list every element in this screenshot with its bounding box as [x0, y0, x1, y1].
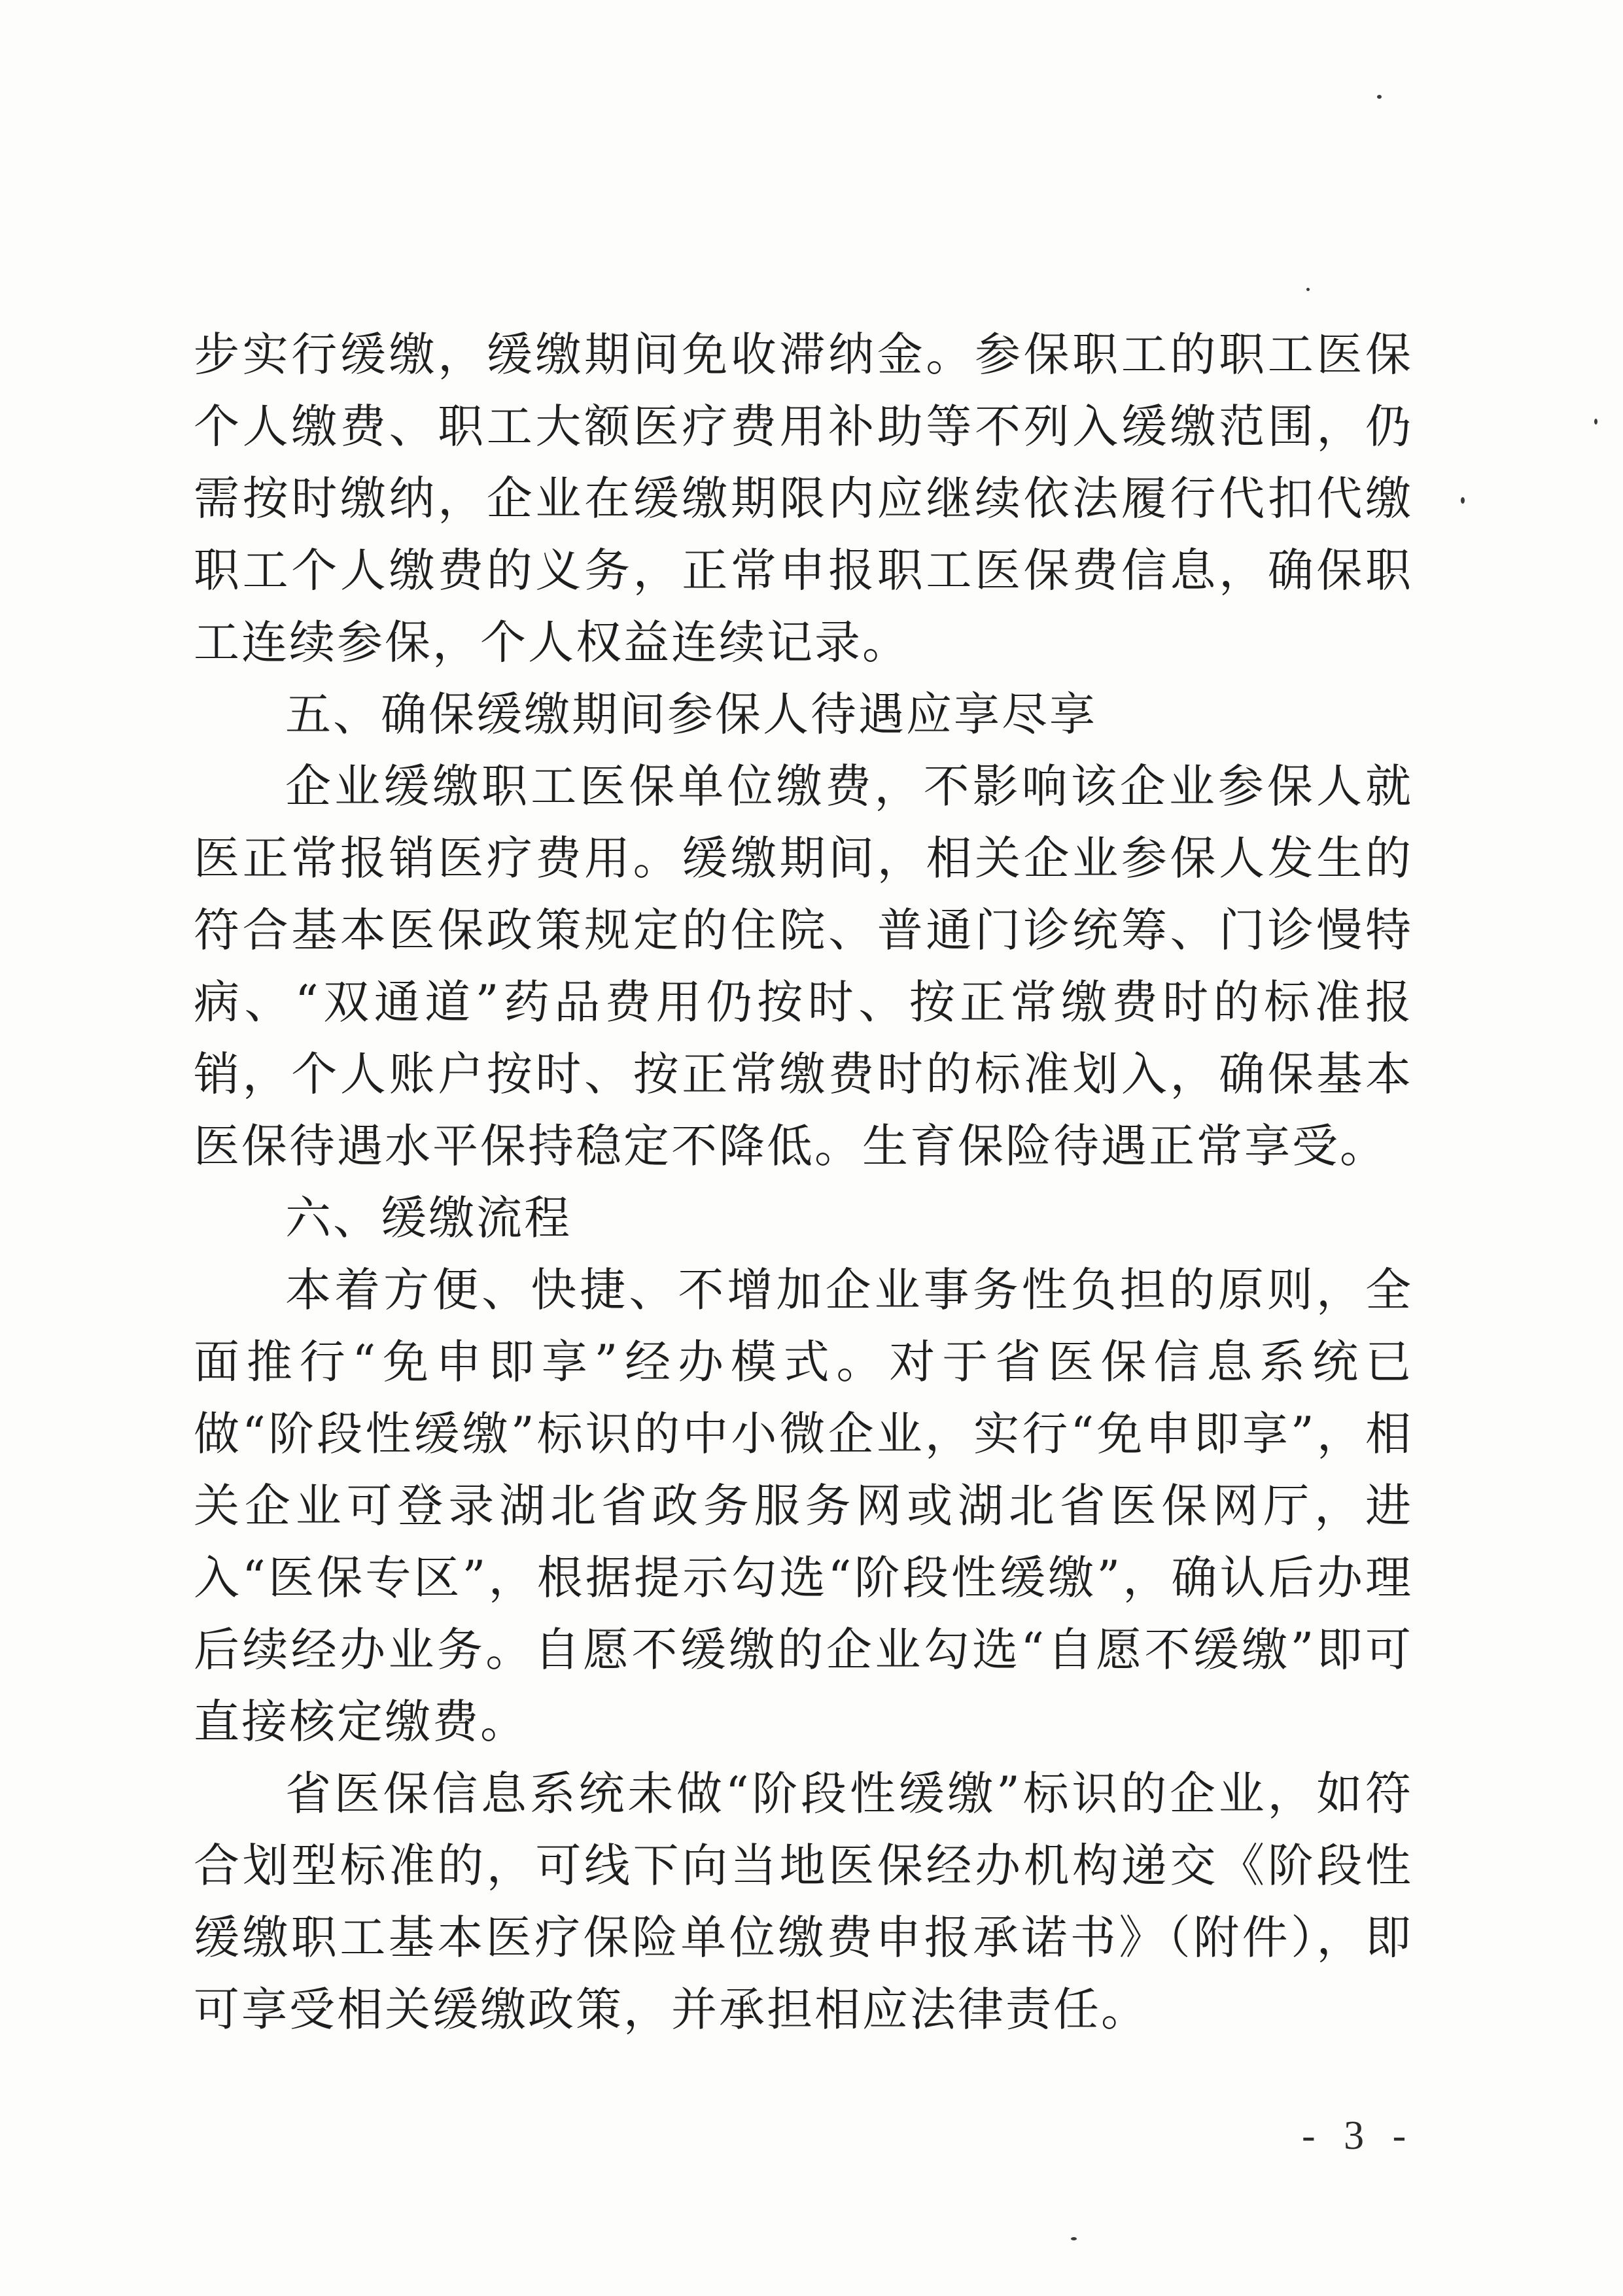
paragraph-offline-application: 省医保信息系统未做“阶段性缓缴”标识的企业，如符合划型标准的，可线下向当地医保经办机构递交《阶段性缓缴职工基本医疗保险单位缴费申报承诺书》（附件），即可享受相关缓缴政策，并承担相应法律责任。	[194, 1767, 1413, 2036]
paragraph-benefits: 企业缓缴职工医保单位缴费，不影响该企业参保人就医正常报销医疗费用。缓缴期间，相关企业参保人发生的符合基本医保政策规定的住院、普通门诊统筹、门诊慢特病、“双通道”药品费用仍按时、按正常缴费时的标准报销，个人账户按时、按正常缴费时的标准划入，确保基本医保待遇水平保持稳定不降低。生育保险待遇正常享受。	[194, 759, 1413, 1173]
scan-speck	[1306, 288, 1310, 291]
paragraph-continuation: 步实行缓缴，缓缴期间免收滞纳金。参保职工的职工医保个人缴费、职工大额医疗费用补助等不列入缓缴范围，仍需按时缴纳，企业在缓缴期限内应继续依法履行代扣代缴职工个人缴费的义务，正常申报职工医保费信息，确保职工连续参保，个人权益连续记录。	[194, 328, 1413, 669]
scan-speck	[1071, 2237, 1077, 2240]
paragraph-process: 本着方便、快捷、不增加企业事务性负担的原则，全面推行“免申即享”经办模式。对于省医保信息系统已做“阶段性缓缴”标识的中小微企业，实行“免申即享”，相关企业可登录湖北省政务服务网或湖北省医保网厅，进入“医保专区”，根据提示勾选“阶段性缓缴”，确认后办理后续经办业务。自愿不缓缴的企业勾选“自愿不缓缴”即可直接核定缴费。	[194, 1263, 1413, 1748]
scan-speck	[1377, 95, 1382, 99]
scan-speck	[1594, 419, 1597, 425]
document-body	[194, 319, 1413, 2045]
section-heading-six: 六、缓缴流程	[285, 1191, 572, 1245]
scan-speck	[1461, 497, 1465, 504]
page-number: - 3 -	[1302, 2113, 1416, 2158]
section-heading-five: 五、确保缓缴期间参保人待遇应享尽享	[285, 687, 1097, 741]
